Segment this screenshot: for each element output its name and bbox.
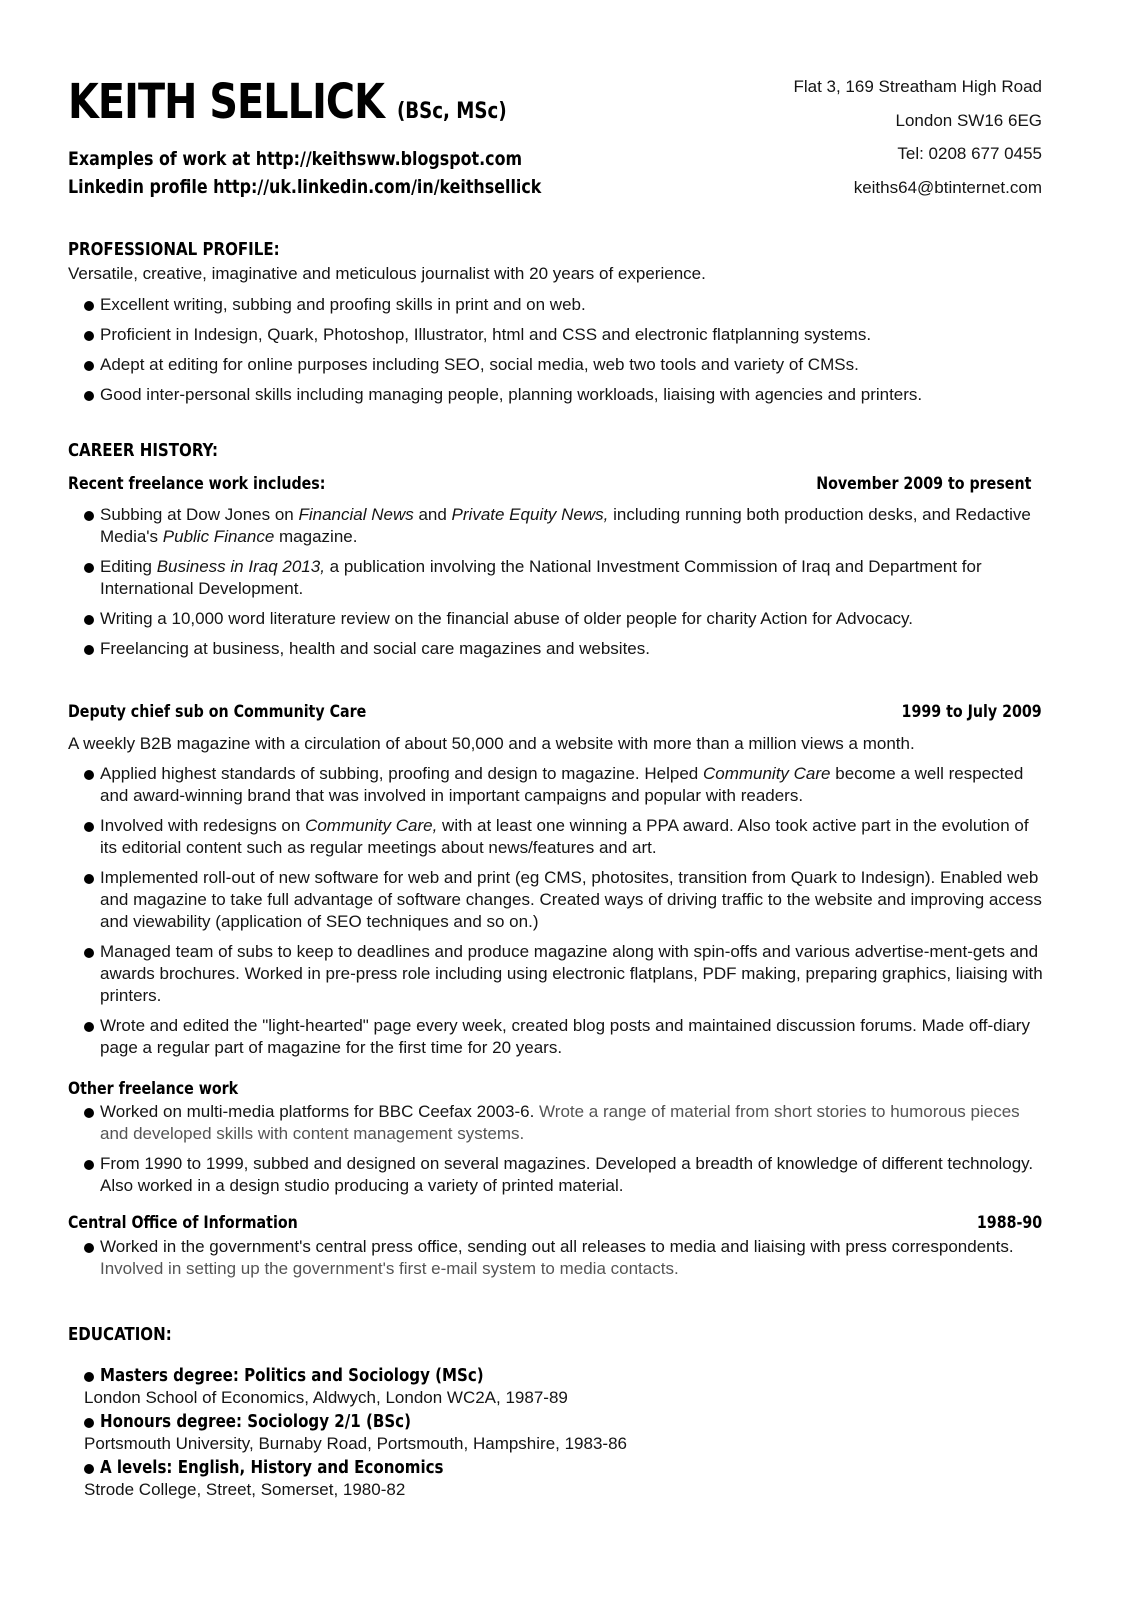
list-item: Freelancing at business, health and social care magazines and websites.: [84, 638, 1044, 660]
email-address[interactable]: keiths64@btinternet.com: [853, 177, 1042, 197]
linkedin-link[interactable]: Linkedin profile http://uk.linkedin.com/in/keithsellick: [68, 176, 542, 198]
job-title: Recent freelance work includes:: [68, 474, 326, 494]
job-title: Other freelance work: [68, 1079, 239, 1099]
education-heading: EDUCATION:: [68, 1324, 172, 1345]
profile-heading: PROFESSIONAL PROFILE:: [68, 239, 280, 260]
job-title: Central Office of Information: [68, 1213, 298, 1233]
job-dates: 1988-90: [976, 1213, 1042, 1233]
list-item: Worked on multi-media platforms for BBC Ceefax 2003-6. Wrote a range of material from short stories to humorous pieces and developed skills with content management systems.: [84, 1101, 1044, 1145]
address-line-2: London SW16 6EG: [895, 110, 1042, 130]
degree-title: Honours degree: Sociology 2/1 (BSc): [84, 1410, 984, 1433]
contact-block: [793, 70, 1042, 204]
job-dates: 1999 to July 2009: [901, 702, 1042, 722]
freelance-bullets: [84, 504, 1044, 660]
name-text: KEITH SELLICK: [68, 74, 385, 130]
other-bullets: [84, 1101, 1044, 1197]
job-dates: November 2009 to present: [815, 474, 1031, 494]
list-item: Writing a 10,000 word literature review on the financial abuse of older people for charity Action for Advocacy.: [84, 608, 1044, 630]
profile-bullets: [84, 294, 1044, 406]
list-item: Proficient in Indesign, Quark, Photoshop, Illustrator, html and CSS and electronic flatplanning systems.: [84, 324, 1044, 346]
list-item: Excellent writing, subbing and proofing skills in print and on web.: [84, 294, 1044, 316]
profile-summary: Versatile, creative, imaginative and meticulous journalist with 20 years of experience.: [68, 264, 706, 283]
career-heading: CAREER HISTORY:: [68, 440, 219, 461]
deputy-bullets: [84, 763, 1044, 1059]
qualifications: (BSc, MSc): [396, 99, 507, 124]
address-line-1: Flat 3, 169 Streatham High Road: [793, 77, 1042, 96]
list-item: Adept at editing for online purposes including SEO, social media, web two tools and variety of CMSs.: [84, 354, 1044, 376]
list-item: Good inter-personal skills including managing people, planning workloads, liaising with agencies and printers.: [84, 384, 1044, 406]
job-title: Deputy chief sub on Community Care: [68, 702, 367, 722]
institution: London School of Economics, Aldwych, London WC2A, 1987-89: [84, 1388, 568, 1407]
list-item: Subbing at Dow Jones on Financial News and Private Equity News, including running both production desks, and Redactive Media's Public Finance magazine.: [84, 504, 1044, 548]
coi-bullets: [84, 1236, 1044, 1280]
list-item: Managed team of subs to keep to deadlines and produce magazine along with spin-offs and various advertise-ment-gets and awards brochures. Worked in pre-press role including using electronic flatplans, PDF making, preparing graphics, liaising with printers.: [84, 941, 1044, 1007]
degree-title: A levels: English, History and Economics: [84, 1456, 984, 1479]
list-item: Editing Business in Iraq 2013, a publication involving the National Investment Commission of Iraq and Department for International Development.: [84, 556, 1044, 600]
institution: Portsmouth University, Burnaby Road, Portsmouth, Hampshire, 1983-86: [84, 1434, 627, 1453]
list-item: Wrote and edited the "light-hearted" page every week, created blog posts and maintained discussion forums. Made off-diary page a regular part of magazine for the first time for 20 years.: [84, 1015, 1044, 1059]
list-item: Applied highest standards of subbing, proofing and design to magazine. Helped Community Care become a well respected and award-winning brand that was involved in important campaigns and popular with readers.: [84, 763, 1044, 807]
list-item: Involved with redesigns on Community Care, with at least one winning a PPA award. Also took active part in the evolution of its editorial content such as regular meetings about news/features and art.: [84, 815, 1044, 859]
work-examples-link[interactable]: Examples of work at http://keithsww.blogspot.com: [68, 148, 523, 170]
education-list: [84, 1364, 984, 1502]
institution: Strode College, Street, Somerset, 1980-82: [84, 1480, 406, 1499]
degree-title: Masters degree: Politics and Sociology (MSc): [84, 1364, 984, 1387]
job-summary: A weekly B2B magazine with a circulation of about 50,000 and a website with more than a million views a month.: [68, 734, 915, 753]
list-item: Implemented roll-out of new software for web and print (eg CMS, photosites, transition from Quark to Indesign). Enabled web and magazine to take full advantage of software changes. Created ways of driving traffic to the website and improving access and viewability (application of SEO techniques and so on.): [84, 867, 1044, 933]
profile-links: [68, 145, 541, 201]
list-item: Worked in the government's central press office, sending out all releases to media and liaising with press correspondents. Involved in setting up the government's first e-mail system to media contacts.: [84, 1236, 1044, 1280]
list-item: From 1990 to 1999, subbed and designed on several magazines. Developed a breadth of knowledge of different technology. Also worked in a design studio producing a variety of printed material.: [84, 1153, 1044, 1197]
candidate-name: [68, 74, 507, 130]
phone-number: Tel: 0208 677 0455: [897, 144, 1042, 163]
